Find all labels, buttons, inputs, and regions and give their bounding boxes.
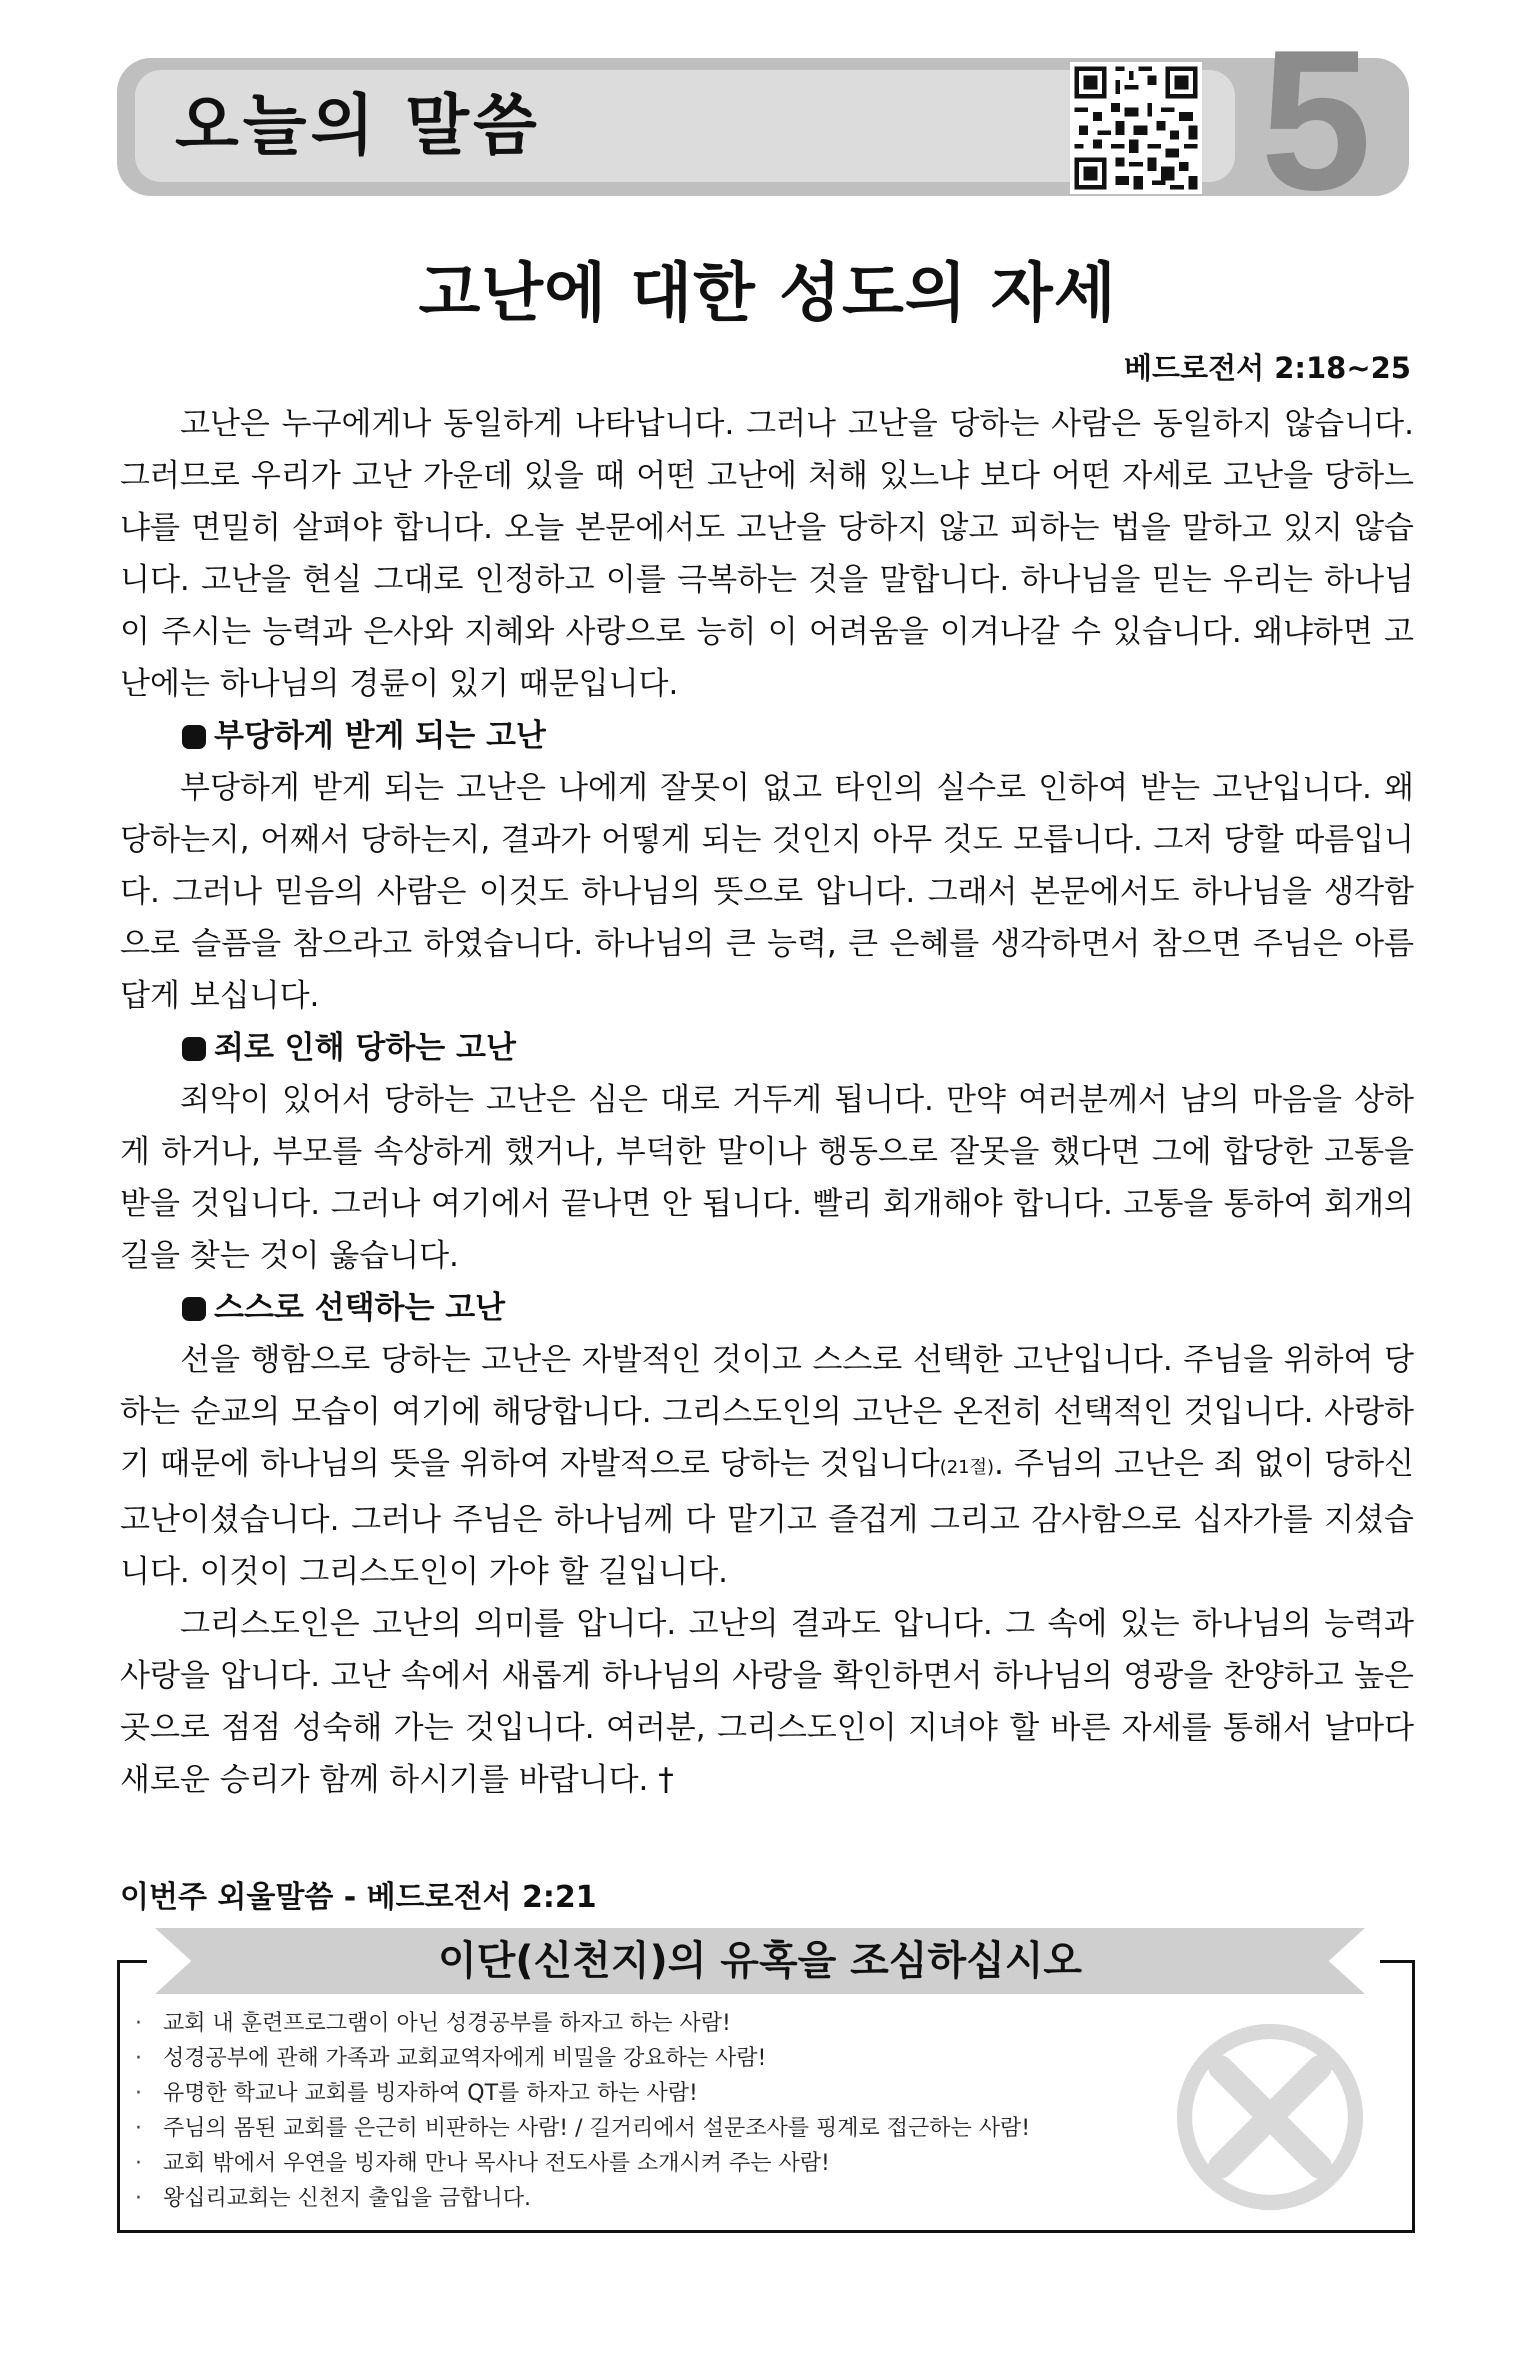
warning-list <box>135 2006 1030 2216</box>
list-item: · 주님의 몸된 교회를 은근히 비판하는 사람! / 길거리에서 설문조사를 핑계로 접근하는 사람! <box>135 2111 1030 2146</box>
section-heading-text: 부당하게 받게 되는 고난 <box>214 718 546 754</box>
qr-code-icon[interactable] <box>1070 62 1202 194</box>
section-heading <box>120 1282 1414 1334</box>
list-item: · 교회 내 훈련프로그램이 아닌 성경공부를 하자고 하는 사람! <box>135 2006 1030 2041</box>
sermon-body <box>120 398 1414 1806</box>
box-corner <box>117 1960 147 1963</box>
section-paragraph: 죄악이 있어서 당하는 고난은 심은 대로 거두게 됩니다. 만약 여러분께서 남의 마음을 상하게 하거나, 부모를 속상하게 했거나, 부덕한 말이나 행동으로 잘못을 했다면 그에 합당한 고통을 받을 것입니다. 그러나 여기에서 끝나면 안 됩니다. 빨리 회개해야 합니다. 고통을 통하여 회개의 길을 찾는 것이 옳습니다. <box>120 1082 1414 1274</box>
weekly-memory-verse: 이번주 외울말씀 - 베드로전서 2:21 <box>120 1880 597 1915</box>
verse-note: (21절) <box>939 1457 995 1478</box>
bullet-square-icon <box>182 1297 206 1321</box>
paragraph-text: 선을 행함으로 당하는 고난은 자발적인 것이고 스스로 선택한 고난입니다. 주님을 위하여 당하는 순교의 모습이 여기에 해당합니다. 그리스도인의 고난은 온전히 선택적인 것입니다. 사랑하기 때문에 하나님의 뜻을 위하여 자발적으로 당하는 것입니다 <box>120 1342 1414 1482</box>
sermon-title: 고난에 대한 성도의 자세 <box>418 257 1117 331</box>
warning-title: 이단(신천지)의 유혹을 조심하십시오 <box>437 1938 1082 1984</box>
sermon-conclusion: 그리스도인은 고난의 의미를 압니다. 고난의 결과도 압니다. 그 속에 있는 하나님의 능력과 사랑을 압니다. 고난 속에서 새롭게 하나님의 사랑을 확인하면서 하나님의 영광을 찬양하고 높은 곳으로 점점 성숙해 가는 것입니다. 여러분, 그리스도인이 지녀야 할 바른 자세를 통해서 날마다 새로운 승리가 함께 하시기를 바랍니다. † <box>120 1606 1414 1798</box>
list-item: · 성경공부에 관해 가족과 교회교역자에게 비밀을 강요하는 사람! <box>135 2041 1030 2076</box>
x-mark-icon <box>1175 2022 1365 2212</box>
list-item: · 유명한 학교나 교회를 빙자하여 QT를 하자고 하는 사람! <box>135 2076 1030 2111</box>
bullet-square-icon <box>182 1037 206 1061</box>
section-heading <box>120 710 1414 762</box>
section-paragraph: 부당하게 받게 되는 고난은 나에게 잘못이 없고 타인의 실수로 인하여 받는 고난입니다. 왜 당하는지, 어째서 당하는지, 결과가 어떻게 되는 것인지 아무 것도 모릅니다. 그저 당할 따름입니다. 그러나 믿음의 사람은 이것도 하나님의 뜻으로 압니다. 그래서 본문에서도 하나님을 생각함으로 슬픔을 참으라고 하였습니다. 하나님의 큰 능력, 큰 은혜를 생각하면서 참으면 주님은 아름답게 보십니다. <box>120 770 1414 1014</box>
section-heading-text: 죄로 인해 당하는 고난 <box>214 1030 516 1066</box>
box-corner <box>1380 1960 1412 1963</box>
page-number: 5 <box>1260 9 1372 232</box>
scripture-reference: 베드로전서 2:18~25 <box>1124 351 1411 385</box>
list-item: · 교회 밖에서 우연을 빙자해 만나 목사나 전도사를 소개시켜 주는 사람! <box>135 2146 1030 2181</box>
bullet-square-icon <box>182 725 206 749</box>
page-section-title: 오늘의 말씀 <box>175 87 541 164</box>
sermon-intro: 고난은 누구에게나 동일하게 나타납니다. 그러나 고난을 당하는 사람은 동일하지 않습니다. 그러므로 우리가 고난 가운데 있을 때 어떤 고난에 처해 있느냐 보다 어떤 자세로 고난을 당하느냐를 면밀히 살펴야 합니다. 오늘 본문에서도 고난을 당하지 않고 피하는 법을 말하고 있지 않습니다. 고난을 현실 그대로 인정하고 이를 극복하는 것을 말합니다. 하나님을 믿는 우리는 하나님이 주시는 능력과 은사와 지혜와 사랑으로 능히 이 어려움을 이겨나갈 수 있습니다. 왜냐하면 고난에는 하나님의 경륜이 있기 때문입니다. <box>120 406 1414 702</box>
paragraph-text: . 주님의 고난은 죄 없이 당하신 고난이셨습니다. 그러나 주님은 하나님께 다 맡기고 즐겁게 그리고 감사함으로 십자가를 지셨습니다. 이것이 그리스도인이 가야 할 길입니다. <box>120 1446 1414 1590</box>
list-item: · 왕십리교회는 신천지 출입을 금합니다. <box>135 2181 1030 2216</box>
section-paragraph <box>120 1334 1414 1598</box>
section-heading-text: 스스로 선택하는 고난 <box>214 1290 506 1326</box>
section-heading <box>120 1022 1414 1074</box>
